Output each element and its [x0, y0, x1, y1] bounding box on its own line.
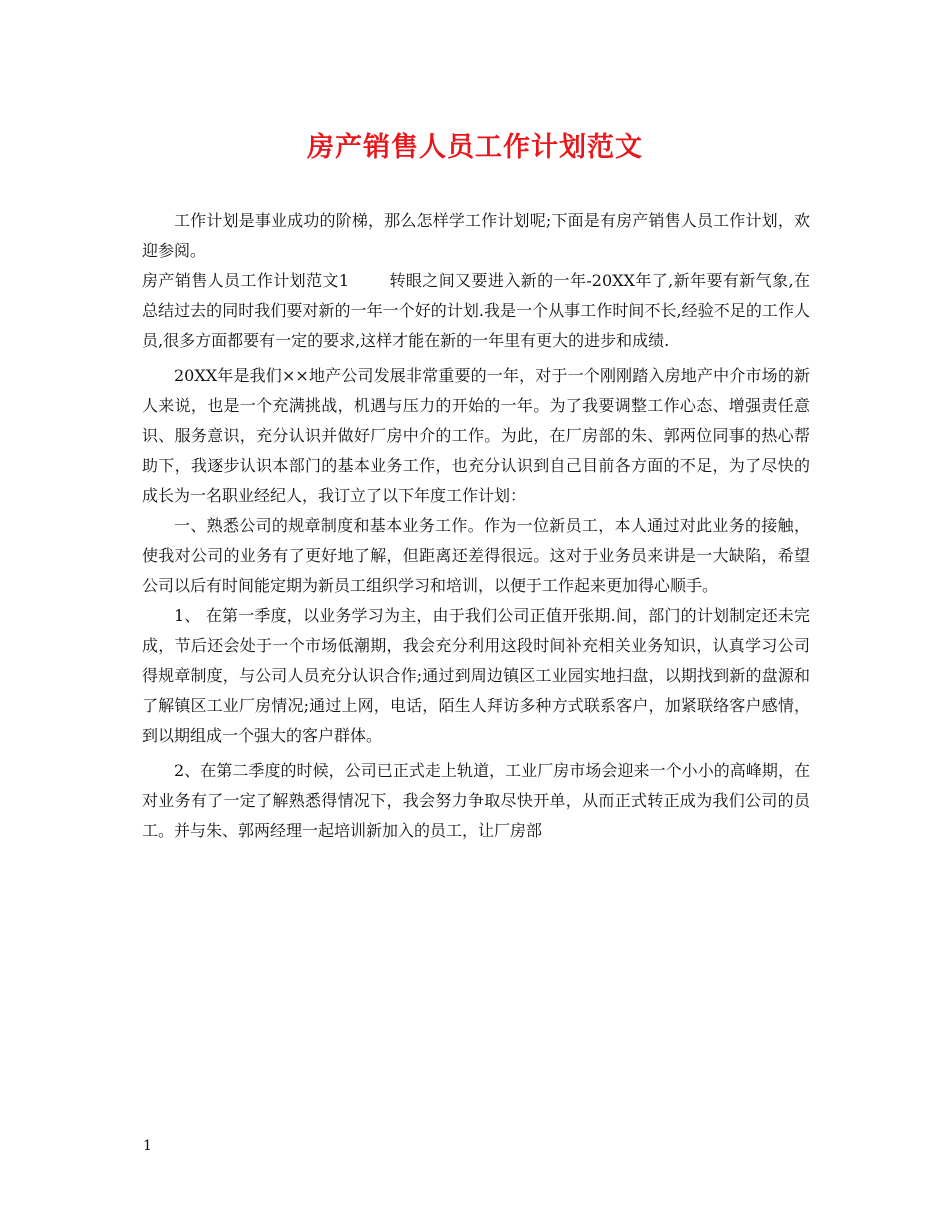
page-number: 1: [143, 1138, 152, 1154]
body-paragraph-3: 1、 在第一季度，以业务学习为主，由于我们公司正值开张期.间，部门的计划制定还未完成，节后还会处于一个市场低潮期，我会充分利用这段时间补充相关业务知识，认真学习公司得规章制度，与公司人员充分认识合作;通过到周边镇区工业园实地扫盘，以期找到新的盘源和了解镇区工业厂房情况;通过上网，电话，陌生人拜访多种方式联系客户，加紧联络客户感情，到以期组成一个强大的客户群体。: [142, 606, 810, 745]
document-body: [142, 206, 810, 846]
body-paragraph-2: 一、熟悉公司的规章制度和基本业务工作。作为一位新员工，本人通过对此业务的接触，使我对公司的业务有了更好地了解，但距离还差得很远。这对于业务员来讲是一大缺陷，希望公司以后有时间能定期为新员工组织学习和培训，以便于工作起来更加得心顺手。: [142, 516, 810, 595]
section-opening-text: 转眼之间又要进入新的一年-20XX年了,新年要有新气象,在总结过去的同时我们要对新的一年一个好的计划.我是一个从事工作时间不长,经验不足的工作人员,很多方面都要有一定的要求,这样才能在新的一年里有更大的进步和成绩.: [142, 271, 810, 350]
section-heading: 房产销售人员工作计划范文1: [142, 271, 350, 290]
body-paragraph-1: 20XX年是我们××地产公司发展非常重要的一年，对于一个刚刚踏入房地产中介市场的新人来说，也是一个充满挑战，机遇与压力的开始的一年。为了我要调整工作心态、增强责任意识、服务意识，充分认识并做好厂房中介的工作。为此，在厂房部的朱、郭两位同事的热心帮助下，我逐步认识本部门的基本业务工作，也充分认识到自己目前各方面的不足，为了尽快的成长为一名职业经纪人，我订立了以下年度工作计划：: [142, 366, 810, 505]
spacer: [349, 271, 389, 290]
section-heading-paragraph: [142, 266, 810, 356]
intro-paragraph: 工作计划是事业成功的阶梯，那么怎样学工作计划呢;下面是有房产销售人员工作计划，欢迎参阅。: [142, 211, 810, 260]
document-title: 房产销售人员工作计划范文: [307, 132, 643, 163]
body-paragraph-4: 2、在第二季度的时候，公司已正式走上轨道，工业厂房市场会迎来一个小小的高峰期，在对业务有了一定了解熟悉得情况下，我会努力争取尽快开单，从而正式转正成为我们公司的员工。并与朱、郭两经理一起培训新加入的员工，让厂房部: [142, 761, 810, 840]
